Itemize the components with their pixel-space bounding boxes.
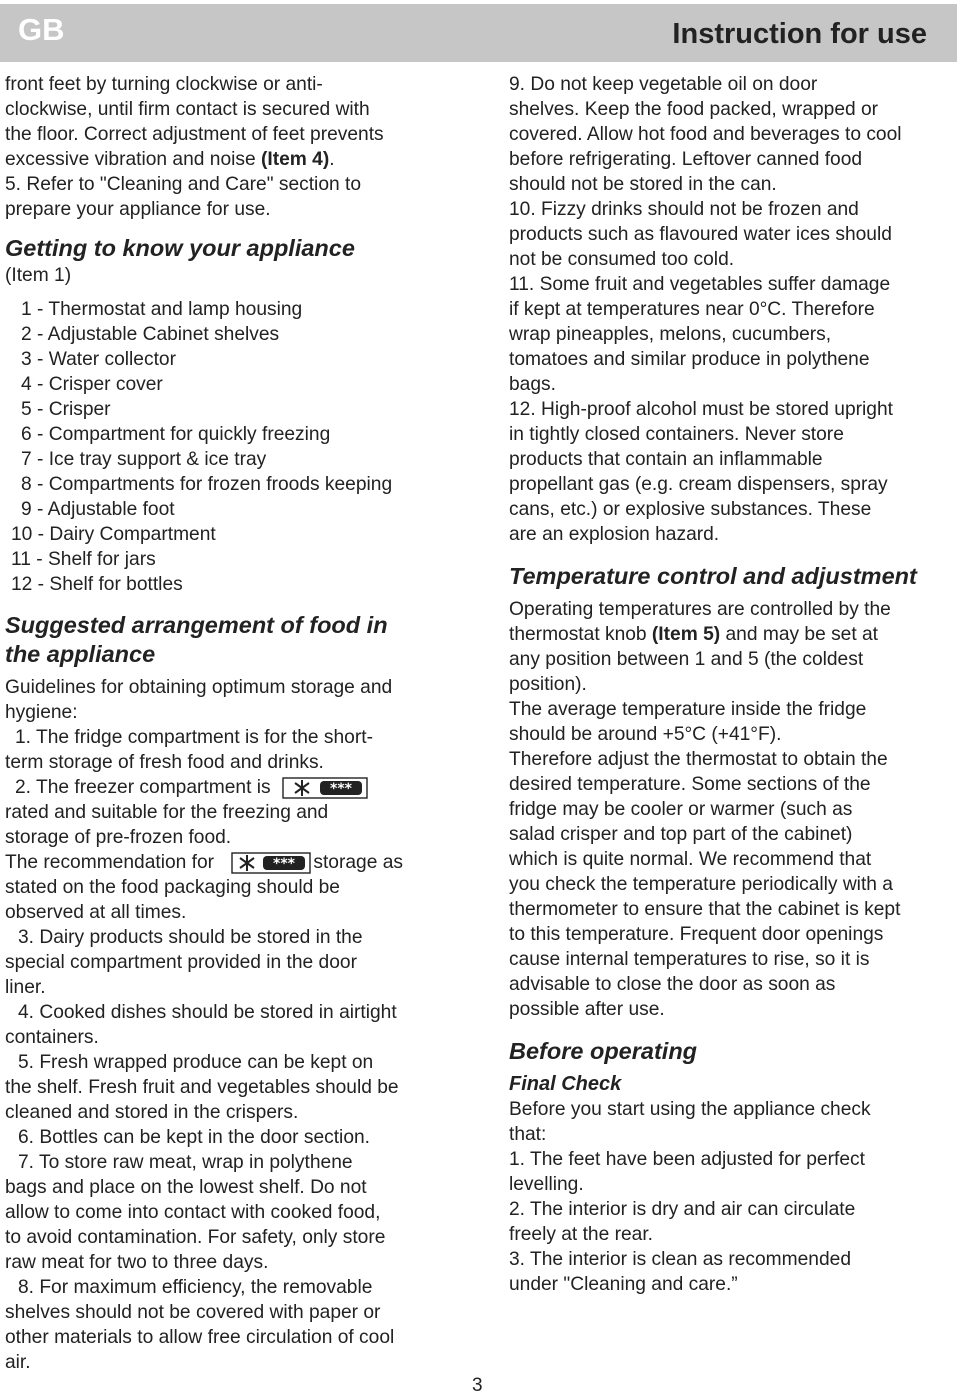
body-line: the shelf. Fresh fruit and vegetables should be <box>5 1077 399 1098</box>
freezer-star-rating-icon <box>282 777 368 799</box>
left-column <box>5 72 460 1375</box>
body-line <box>5 850 460 875</box>
list-item: 7 - Ice tray support & ice tray <box>21 449 267 470</box>
body-line: advisable to close the door as soon as <box>509 974 836 995</box>
body-line: Before you start using the appliance check <box>509 1099 871 1120</box>
body-line: wrap pineapples, melons, cucumbers, <box>509 324 832 345</box>
body-line: 1. The fridge compartment is for the short- <box>15 727 373 748</box>
body-line: thermometer to ensure that the cabinet is kept <box>509 899 901 920</box>
body-line: are an explosion hazard. <box>509 524 720 545</box>
body-line: Operating temperatures are controlled by the <box>509 599 891 620</box>
freezer-star-rating-icon <box>231 852 311 874</box>
body-line: tomatoes and similar produce in polythene <box>509 349 870 370</box>
intro-line <box>5 147 460 172</box>
body-line: cause internal temperatures to rise, so it is <box>509 949 870 970</box>
body-line <box>509 622 957 647</box>
body-line: desired temperature. Some sections of the <box>509 774 871 795</box>
body-line <box>5 775 460 800</box>
intro-line: clockwise, until firm contact is secured with <box>5 99 370 120</box>
body-line: observed at all times. <box>5 902 187 923</box>
item-reference: (Item 4) <box>260 149 330 170</box>
body-text: 2. The freezer compartment is <box>15 777 271 798</box>
section-subheading-final-check: Final Check <box>509 1073 622 1095</box>
header-title: Instruction for use <box>672 18 927 50</box>
section-heading-suggested: Suggested arrangement of food in <box>5 612 388 638</box>
body-line: rated and suitable for the freezing and <box>5 802 329 823</box>
body-line: 9. Do not keep vegetable oil on door <box>509 74 818 95</box>
list-item: 6 - Compartment for quickly freezing <box>21 424 331 445</box>
page-number: 3 <box>472 1375 483 1396</box>
body-line: 3. The interior is clean as recommended <box>509 1249 851 1270</box>
body-line: covered. Allow hot food and beverages to cool <box>509 124 902 145</box>
list-item: 8 - Compartments for frozen froods keeping <box>21 474 393 495</box>
body-line: products such as flavoured water ices should <box>509 224 892 245</box>
body-line: 3. Dairy products should be stored in the <box>18 927 363 948</box>
body-line: any position between 1 and 5 (the coldest <box>509 649 864 670</box>
body-line: bags and place on the lowest shelf. Do not <box>5 1177 367 1198</box>
body-line: Guidelines for obtaining optimum storage and <box>5 677 393 698</box>
svg-text:***: *** <box>329 780 352 797</box>
body-line: fridge may be cooler or warmer (such as <box>509 799 853 820</box>
list-item: 10 - Dairy Compartment <box>11 524 216 545</box>
body-line: storage of pre-frozen food. <box>5 827 232 848</box>
body-line: that: <box>509 1124 547 1145</box>
list-item: 3 - Water collector <box>21 349 176 370</box>
country-code: GB <box>18 12 65 47</box>
body-line: products that contain an inflammable <box>509 449 823 470</box>
body-line: to this temperature. Frequent door openings <box>509 924 884 945</box>
body-line: possible after use. <box>509 999 665 1020</box>
body-line: propellant gas (e.g. cream dispensers, spray <box>509 474 888 495</box>
body-line: if kept at temperatures near 0°C. Therefore <box>509 299 875 320</box>
list-item: 11 - Shelf for jars <box>11 549 156 570</box>
body-line: under "Cleaning and care.” <box>509 1274 738 1295</box>
appliance-parts-list <box>5 297 460 597</box>
list-item: 1 - Thermostat and lamp housing <box>21 299 303 320</box>
list-item: 12 - Shelf for bottles <box>11 574 183 595</box>
body-text: and may be set at <box>720 624 879 645</box>
intro-line: 5. Refer to "Cleaning and Care" section to <box>5 174 361 195</box>
right-column <box>509 72 957 1297</box>
body-line: before refrigerating. Leftover canned food <box>509 149 863 170</box>
intro-punct: . <box>329 149 335 170</box>
body-line: The average temperature inside the fridge <box>509 699 867 720</box>
intro-line: prepare your appliance for use. <box>5 199 271 220</box>
intro-line: front feet by turning clockwise or anti- <box>5 74 323 95</box>
body-line: containers. <box>5 1027 99 1048</box>
body-line: should be around +5°C (+41°F). <box>509 724 782 745</box>
body-line: position). <box>509 674 587 695</box>
body-line: stated on the food packaging should be <box>5 877 340 898</box>
body-line: should not be stored in the can. <box>509 174 777 195</box>
body-line: allow to come into contact with cooked food, <box>5 1202 381 1223</box>
body-line: bags. <box>509 374 556 395</box>
body-line: shelves. Keep the food packed, wrapped or <box>509 99 879 120</box>
body-line: which is quite normal. We recommend that <box>509 849 872 870</box>
body-line: 7. To store raw meat, wrap in polythene <box>18 1152 353 1173</box>
body-line: hygiene: <box>5 702 78 723</box>
body-line: 5. Fresh wrapped produce can be kept on <box>18 1052 374 1073</box>
body-line: to avoid contamination. For safety, only store <box>5 1227 386 1248</box>
body-line: 11. Some fruit and vegetables suffer damage <box>509 274 891 295</box>
body-line: air. <box>5 1352 31 1373</box>
body-line: cleaned and stored in the crispers. <box>5 1102 299 1123</box>
page-header <box>0 4 957 62</box>
body-line: in tightly closed containers. Never store <box>509 424 844 445</box>
section-heading-suggested-2: the appliance <box>5 641 156 667</box>
item-reference: (Item 5) <box>651 624 721 645</box>
body-line: 12. High-proof alcohol must be stored upright <box>509 399 893 420</box>
section-heading-before-operating: Before operating <box>509 1038 698 1064</box>
body-line: levelling. <box>509 1174 584 1195</box>
body-line: 10. Fizzy drinks should not be frozen and <box>509 199 859 220</box>
body-line: 6. Bottles can be kept in the door section. <box>18 1127 370 1148</box>
svg-text:***: *** <box>273 855 296 872</box>
body-line: raw meat for two to three days. <box>5 1252 269 1273</box>
body-text: The recommendation for <box>5 852 215 873</box>
body-line: you check the temperature periodically with a <box>509 874 893 895</box>
list-item: 5 - Crisper <box>21 399 111 420</box>
list-item: 2 - Adjustable Cabinet shelves <box>21 324 280 345</box>
body-line: special compartment provided in the door <box>5 952 357 973</box>
body-line: 2. The interior is dry and air can circulate <box>509 1199 856 1220</box>
body-line: cans, etc.) or explosive substances. These <box>509 499 872 520</box>
body-line: freely at the rear. <box>509 1224 653 1245</box>
body-line: Therefore adjust the thermostat to obtain the <box>509 749 888 770</box>
body-text: thermostat knob <box>509 624 652 645</box>
body-line: 4. Cooked dishes should be stored in airtight <box>18 1002 397 1023</box>
body-line: 8. For maximum efficiency, the removable <box>18 1277 373 1298</box>
intro-text: excessive vibration and noise <box>5 149 261 170</box>
body-line: 1. The feet have been adjusted for perfect <box>509 1149 865 1170</box>
list-item: 4 - Crisper cover <box>21 374 163 395</box>
intro-line: the floor. Correct adjustment of feet prevents <box>5 124 384 145</box>
body-line: salad crisper and top part of the cabinet) <box>509 824 853 845</box>
list-item: 9 - Adjustable foot <box>21 499 175 520</box>
body-line: liner. <box>5 977 46 998</box>
body-line: other materials to allow free circulation of cool <box>5 1327 395 1348</box>
body-line: shelves should not be covered with paper or <box>5 1302 381 1323</box>
section-subheading: (Item 1) <box>5 265 72 286</box>
section-heading-temperature: Temperature control and adjustment <box>509 563 917 589</box>
body-text: storage as <box>313 852 403 873</box>
body-line: term storage of fresh food and drinks. <box>5 752 324 773</box>
section-heading-getting-to-know: Getting to know your appliance <box>5 235 355 261</box>
body-line: not be consumed too cold. <box>509 249 735 270</box>
